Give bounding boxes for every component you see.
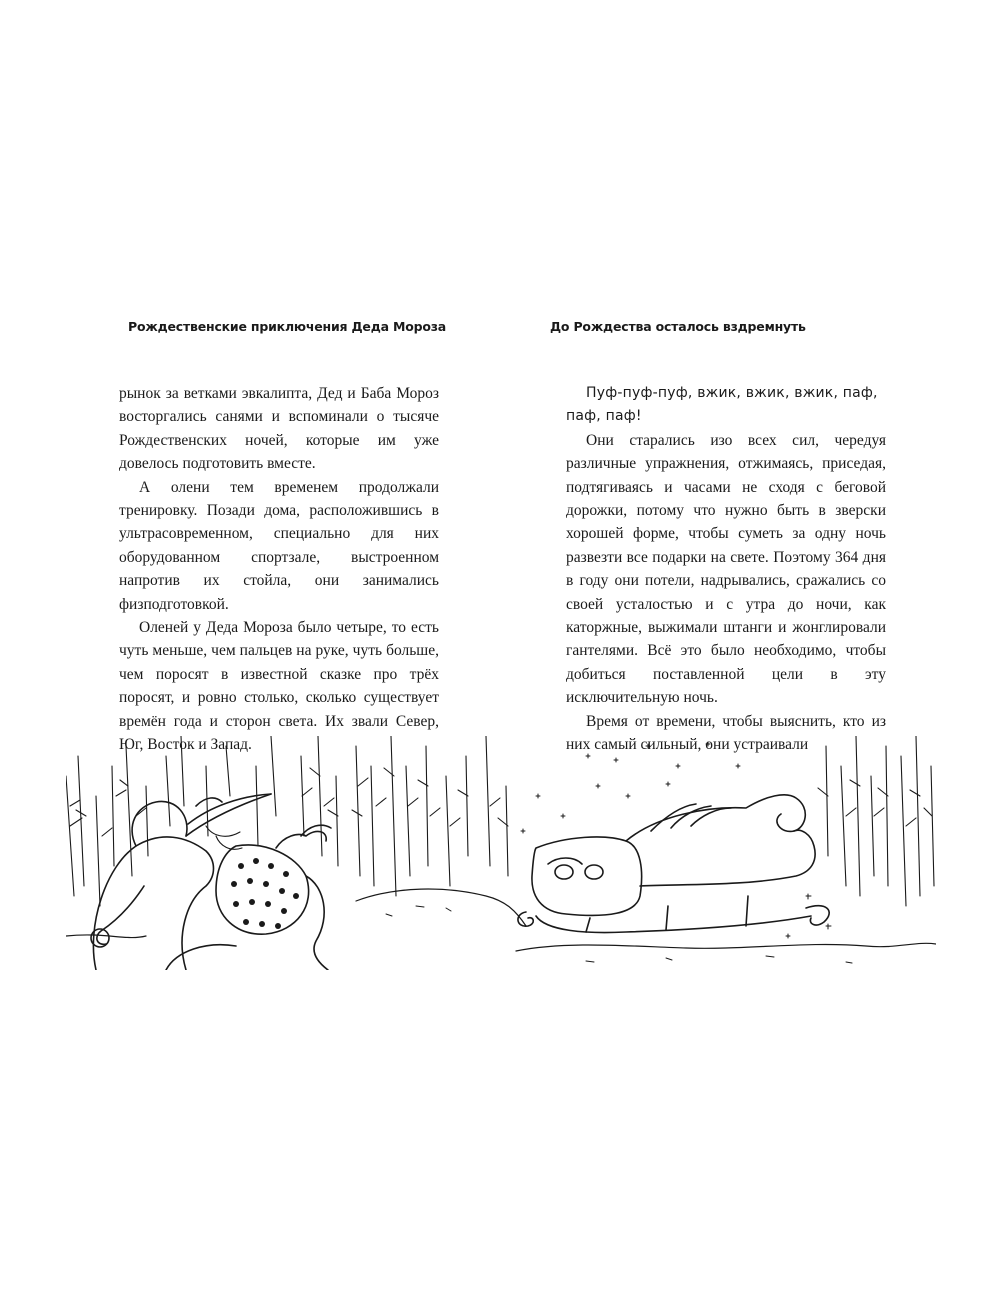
left-paragraph-2: А олени тем временем продолжали тренировку. Позади дома, расположившись в ультрасовременном, специально для них оборудованном спортзале, выстроенном напротив их стойла, они занимались физподготовкой. — [119, 478, 439, 613]
snow-ground — [66, 889, 936, 963]
bag-dots — [231, 858, 299, 929]
right-running-header: До Рождества осталось вздремнуть — [550, 319, 806, 334]
left-paragraph-1: рынок за ветками эвкалипта, Дед и Баба Мороз восторгались санями и вспоминали о тысяче Рождественских ночей, которые им уже довелось подготовить вместе. — [119, 385, 439, 473]
left-paragraph-3: Оленей у Деда Мороза было четыре, то есть чуть меньше, чем пальцев на руке, чуть больше, чем поросят в известной сказке про трёх поросят, и ровно столько, сколько существует времён года и сторон света. Их звали Север, Юг, Восток и Запад. — [119, 619, 439, 754]
left-page-text — [119, 382, 439, 757]
right-paragraph-1: Они старались изо всех сил, чередуя различные упражнения, отжимаясь, приседая, подтягиваясь и часами не сходя с беговой дорожки, потому что нужно быть в зверски хорошей форме, чтобы суметь за одну ночь развезти все подарки на свете. Поэтому 364 дня в году они потели, надрывались, сражались со своей усталостью и с утра до ночи, как каторжные, выжимали штанги и жонглировали гантелями. Всё это было необходимо, чтобы добиться поставленной цели в эту исключительную ночь. — [566, 431, 886, 707]
winter-forest-illustration — [66, 736, 936, 970]
sound-effect-line: Пуф-пуф-пуф, вжик, вжик, вжик, паф, паф, паф! — [566, 385, 878, 425]
sleigh — [518, 795, 829, 933]
right-page-text — [566, 382, 886, 757]
left-running-header: Рождественские приключения Деда Мороза — [128, 319, 447, 334]
right-paragraph-2: Время от времени, чтобы выяснить, кто из них самый сильный, они устраивали — [566, 712, 886, 754]
santa-figure — [91, 794, 331, 970]
